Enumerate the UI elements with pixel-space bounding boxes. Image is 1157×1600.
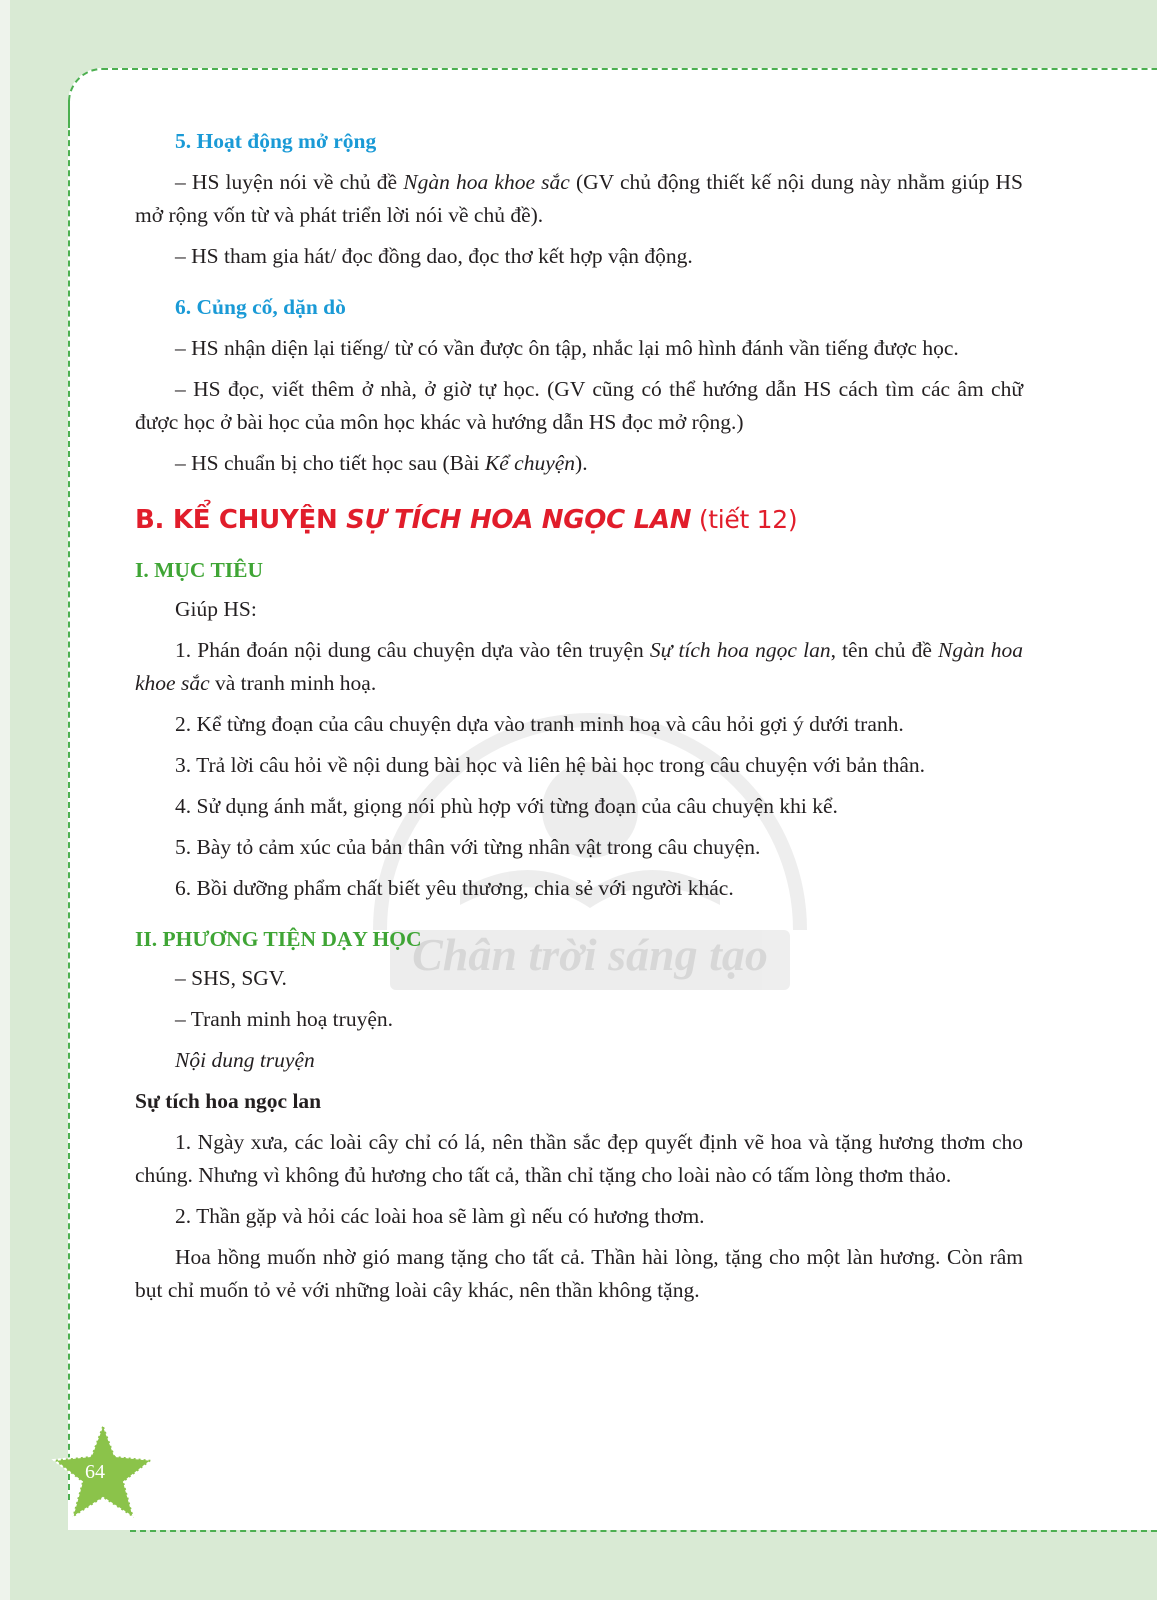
section-6-heading: 6. Củng cố, dặn dò — [175, 295, 346, 319]
document-body — [135, 125, 1023, 1315]
objective-item-1 — [135, 634, 1023, 700]
text-run-italic: Sự tích hoa ngọc lan — [649, 638, 831, 662]
objective-item-6: 6. Bồi dưỡng phẩm chất biết yêu thương, chia sẻ với người khác. — [175, 876, 734, 900]
text-run: 1. Phán đoán nội dung câu chuyện dựa vào tên truyện — [175, 638, 650, 662]
objective-item-3: 3. Trả lời câu hỏi về nội dung bài học và liên hệ bài học trong câu chuyện với bản thân. — [175, 753, 925, 777]
section-5-paragraph-2: – HS tham gia hát/ đọc đồng dao, đọc thơ kết hợp vận động. — [175, 244, 693, 268]
objective-item-5: 5. Bày tỏ cảm xúc của bản thân với từng nhân vật trong câu chuyện. — [175, 835, 761, 859]
story-paragraph-1: 1. Ngày xưa, các loài cây chỉ có lá, nên thần sắc đẹp quyết định vẽ hoa và tặng hương thơm cho chúng. Nhưng vì không đủ hương cho tất cả, thần chỉ tặng cho loài nào có tấm lòng thơm thảo. — [135, 1130, 1023, 1187]
section-6-paragraph-3 — [135, 447, 1023, 480]
text-run-italic: Ngàn hoa khoe sắc — [403, 170, 570, 194]
title-run-italic: SỰ TÍCH HOA NGỌC LAN — [346, 505, 692, 535]
text-run: – HS luyện nói về chủ đề — [175, 170, 404, 194]
objective-item-2: 2. Kể từng đoạn của câu chuyện dựa vào tranh minh hoạ và câu hỏi gợi ý dưới tranh. — [175, 712, 904, 736]
page-edge — [0, 0, 10, 1600]
story-title: Sự tích hoa ngọc lan — [135, 1089, 322, 1113]
section-6-paragraph-1: – HS nhận diện lại tiếng/ từ có vần được ôn tập, nhắc lại mô hình đánh vần tiếng được học. — [175, 336, 959, 360]
section-5-heading: 5. Hoạt động mở rộng — [175, 129, 377, 153]
text-run: ). — [575, 451, 588, 475]
materials-item-2: – Tranh minh hoạ truyện. — [175, 1007, 393, 1031]
section-5-paragraph-1 — [135, 166, 1023, 232]
story-content-label — [135, 1044, 1023, 1077]
dashed-border-bottom — [130, 1530, 1157, 1532]
text-run: – HS chuẩn bị cho tiết học sau (Bài — [175, 451, 485, 475]
text-run: (GV chủ động thiết kế nội dung này nhằm giúp HS mở rộng vốn từ và phát triển lời nói về chủ đề). — [135, 170, 1023, 227]
materials-item-1: – SHS, SGV. — [175, 966, 287, 990]
objective-item-4: 4. Sử dụng ánh mắt, giọng nói phù hợp với từng đoạn của câu chuyện khi kể. — [175, 794, 838, 818]
text-run: , tên chủ đề — [830, 638, 939, 662]
title-run: B. KỂ CHUYỆN — [135, 505, 347, 535]
page-number: 64 — [85, 1461, 105, 1483]
story-paragraph-3: Hoa hồng muốn nhờ gió mang tặng cho tất cả. Thần hài lòng, tặng cho một làn hương. Còn râm bụt chỉ muốn tỏ vẻ với những loài cây khác, nên thần không tặng. — [135, 1245, 1023, 1302]
objectives-intro: Giúp HS: — [175, 597, 257, 621]
materials-heading: II. PHƯƠNG TIỆN DẠY HỌC — [135, 927, 422, 951]
section-6-paragraph-2: – HS đọc, viết thêm ở nhà, ở giờ tự học. (GV cũng có thể hướng dẫn HS cách tìm các âm chữ được học ở bài học của môn học khác và hướng dẫn HS đọc mở rộng.) — [135, 377, 1023, 434]
dashed-border-left — [68, 100, 70, 1500]
dashed-border-top — [68, 68, 1157, 128]
part-b-title — [135, 502, 1023, 538]
text-run-italic: Ngàn hoa khoe sắc — [135, 638, 1024, 695]
title-run-period: (tiết 12) — [691, 505, 798, 534]
text-run: và tranh minh hoạ. — [209, 671, 377, 695]
text-run-italic: Kể chuyện — [484, 451, 576, 475]
story-paragraph-2: 2. Thần gặp và hỏi các loài hoa sẽ làm gì nếu có hương thơm. — [175, 1204, 705, 1228]
text-run-italic: Nội dung truyện — [175, 1048, 315, 1072]
objectives-heading: I. MỤC TIÊU — [135, 558, 264, 582]
watermark-text: Chân trời sáng tạo — [412, 929, 768, 980]
